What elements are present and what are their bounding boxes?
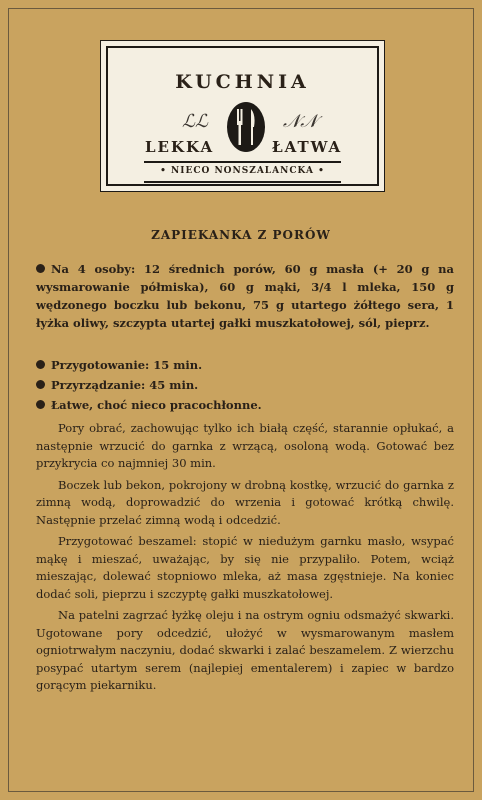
recipe-steps xyxy=(36,420,454,699)
step-paragraph: Pory obrać, zachowując tylko ich białą część, starannie opłukać, a następnie wrzucić do garnka z wrzącą, osoloną wodą. Gotować bez przykrycia co najmniej 30 min. xyxy=(36,421,454,470)
logo-latwa: ŁATWA xyxy=(272,138,343,156)
logo-script-left: ℒℒ xyxy=(182,111,208,132)
difficulty xyxy=(36,395,454,415)
recipe-meta xyxy=(36,355,454,415)
cook-time xyxy=(36,375,454,395)
column-logo xyxy=(100,40,385,192)
prep-time xyxy=(36,355,454,375)
logo-rule-bottom xyxy=(144,181,341,183)
fork-knife-icon xyxy=(226,101,266,153)
logo-script-right: 𝒩𝒩 xyxy=(283,111,318,132)
bullet-icon xyxy=(36,380,45,389)
bullet-icon xyxy=(36,360,45,369)
recipe-title: ZAPIEKANKA Z PORÓW xyxy=(151,228,331,242)
step-paragraph: Boczek lub bekon, pokrojony w drobną kostkę, wrzucić do garnka z zimną wodą, doprowadzić do wrzenia i gotować krótką chwilę. Następnie przelać zimną wodą i odcedzić. xyxy=(36,477,454,527)
bullet-icon xyxy=(36,400,45,409)
prep-text: Przygotowanie: 15 min. xyxy=(51,358,203,372)
logo-lekka: LEKKA xyxy=(145,138,215,156)
ingredients-paragraph xyxy=(36,260,454,332)
logo-frame xyxy=(106,46,379,186)
step-paragraph: Przygotować beszamel: stopić w niedużym garnku masło, wsypać mąkę i mieszać, uważając, by się nie przypaliło. Potem, wciąż mieszając, dolewać stopniowo mleka, aż masa zgęstnieje. Na koniec dodać soli, pieprzu i szczyptę gałki muszkatołowej. xyxy=(36,534,454,601)
ingredients-text: Na 4 osoby: 12 średnich porów, 60 g masła (+ 20 g na wysmarowanie półmiska), 60 g mąki, 3/4 l mleka, 150 g wędzonego boczku lub bekonu, 75 g utartego żółtego sera, 1 łyżka oliwy, szczypta utartej gałki muszkatołowej, sól, pieprz. xyxy=(36,262,454,330)
logo-kuchnia: KUCHNIA xyxy=(175,71,310,93)
cook-text: Przyrządzanie: 45 min. xyxy=(51,378,199,392)
bullet-icon xyxy=(36,264,45,273)
logo-rule-top xyxy=(144,161,341,163)
difficulty-text: Łatwe, choć nieco pracochłonne. xyxy=(51,398,262,412)
logo-subtitle: • NIECO NONSZALANCKA • xyxy=(160,166,325,176)
step-paragraph: Na patelni zagrzać łyżkę oleju i na ostrym ogniu odsmażyć skwarki. Ugotowane pory odcedzić, ułożyć w wysmarowanym masłem ogniotrwałym naczyniu, dodać skwarki i zalać beszamelem. Z wierzchu posypać utartym serem (najlepiej ementalerem) i zapiec w bardzo gorącym piekarniku. xyxy=(36,608,454,692)
